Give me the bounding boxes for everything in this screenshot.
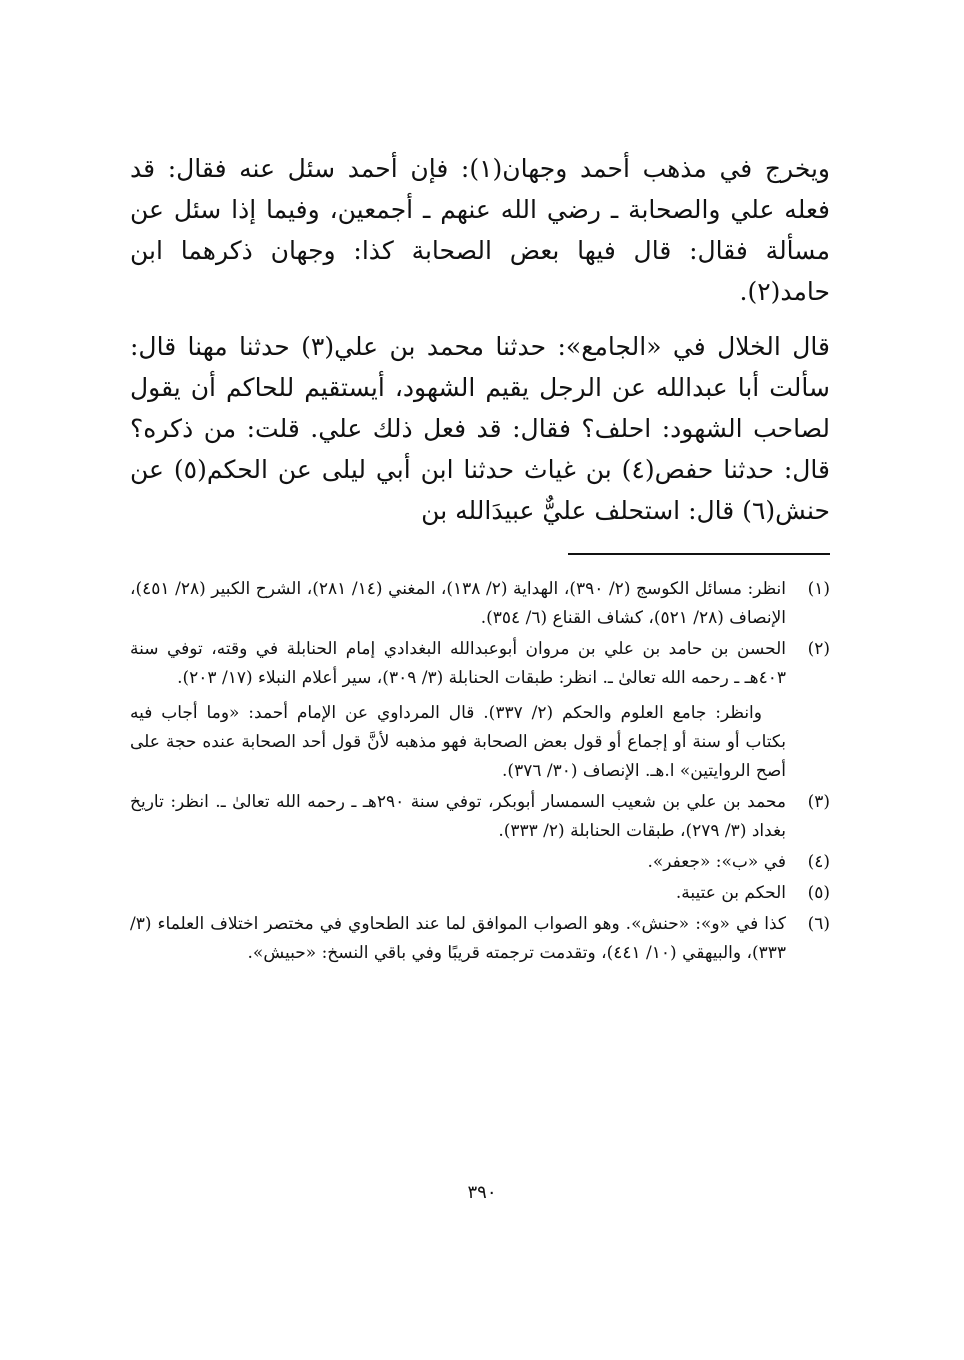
footnote-3 bbox=[130, 788, 830, 846]
footnotes bbox=[130, 575, 830, 968]
body-paragraph-2: قال الخلال في «الجامع»: حدثنا محمد بن علي(٣) حدثنا مهنا قال: سألت أبا عبدالله عن الرجل يقيم الشهود، أيستقيم للحاكم أن يقول لصاحب الشهود: احلف؟ فقال: قد فعل ذلك علي. قلت: من ذكره؟ قال: حدثنا حفص(٤) بن غياث حدثنا ابن أبي ليلى عن الحكم(٥) عن حنش(٦) قال: استحلف عليٌّ عبيدَالله بن bbox=[130, 332, 830, 525]
footnote-number: (٤) bbox=[807, 852, 830, 872]
footnote-6 bbox=[130, 910, 830, 968]
footnote-text: الحكم بن عتيبة. bbox=[675, 883, 786, 903]
page-content bbox=[130, 148, 830, 970]
page-number: ٣٩٠ bbox=[467, 1182, 497, 1203]
footnote-number: (٦) bbox=[807, 914, 830, 934]
footnote-number: (٣) bbox=[807, 792, 830, 812]
footnote-number: (٥) bbox=[807, 883, 830, 903]
footnote-1 bbox=[130, 575, 830, 633]
footnote-text: الحسن بن حامد بن علي بن مروان أبوعبدالله البغدادي إمام الحنابلة في وقته، توفي سنة ٤٠٣هـ ـ رحمه الله تعالىٰ ـ. انظر: طبقات الحنابلة (٣/ ٣٠٩)، سير أعلام النبلاء (١٧/ ٢٠٣). bbox=[130, 639, 786, 688]
footnote-text: في «ب»: «جعفر». bbox=[647, 852, 786, 872]
footnote-5 bbox=[130, 879, 830, 908]
footnote-text: محمد بن علي بن شعيب السمسار أبوبكر، توفي سنة ٢٩٠هـ ـ رحمه الله تعالىٰ ـ. انظر: تاريخ بغداد (٣/ ٢٧٩)، طبقات الحنابلة (٢/ ٣٣٣). bbox=[130, 792, 786, 841]
footnote-text: انظر: مسائل الكوسج (٢/ ٣٩٠)، الهداية (٢/ ١٣٨)، المغني (١٤/ ٢٨١)، الشرح الكبير (٢٨/ ٤٥١)، الإنصاف (٢٨/ ٥٢١)، كشاف القناع (٦/ ٣٥٤). bbox=[130, 579, 786, 628]
footnote-divider bbox=[568, 553, 830, 555]
footnote-4 bbox=[130, 848, 830, 877]
footnote-number: (٢) bbox=[807, 639, 830, 659]
body-paragraph-1: ويخرج في مذهب أحمد وجهان(١): فإن أحمد سئل عنه فقال: قد فعله علي والصحابة ـ رضي الله عنهم ـ أجمعين، وفيما إذا سئل عن مسألة فقال: قال فيها بعض الصحابة كذا: وجهان ذكرهما ابن حامد(٢). bbox=[130, 154, 830, 306]
footnote-2 bbox=[130, 635, 830, 786]
footnote-text: كذا في «و»: «حنش». وهو الصواب الموافق لما عند الطحاوي في مختصر اختلاف العلماء (٣/ ٣٣٣)، والبيهقي (١٠/ ٤٤١)، وتقدمت ترجمته قريبًا وفي باقي النسخ: «حبيش». bbox=[130, 914, 786, 963]
footnote-continuation: وانظر: جامع العلوم والحكم (٢/ ٣٣٧). قال المرداوي عن الإمام أحمد: «وما أجاب فيه بكتاب أو سنة أو إجماع أو قول بعض الصحابة فهو مذهبه لأنَّ قول أحد الصحابة عنده حجة على أصح الروايتين» ا.هـ. الإنصاف (٣٠/ ٣٧٦). bbox=[130, 703, 786, 781]
footnote-number: (١) bbox=[807, 579, 830, 599]
